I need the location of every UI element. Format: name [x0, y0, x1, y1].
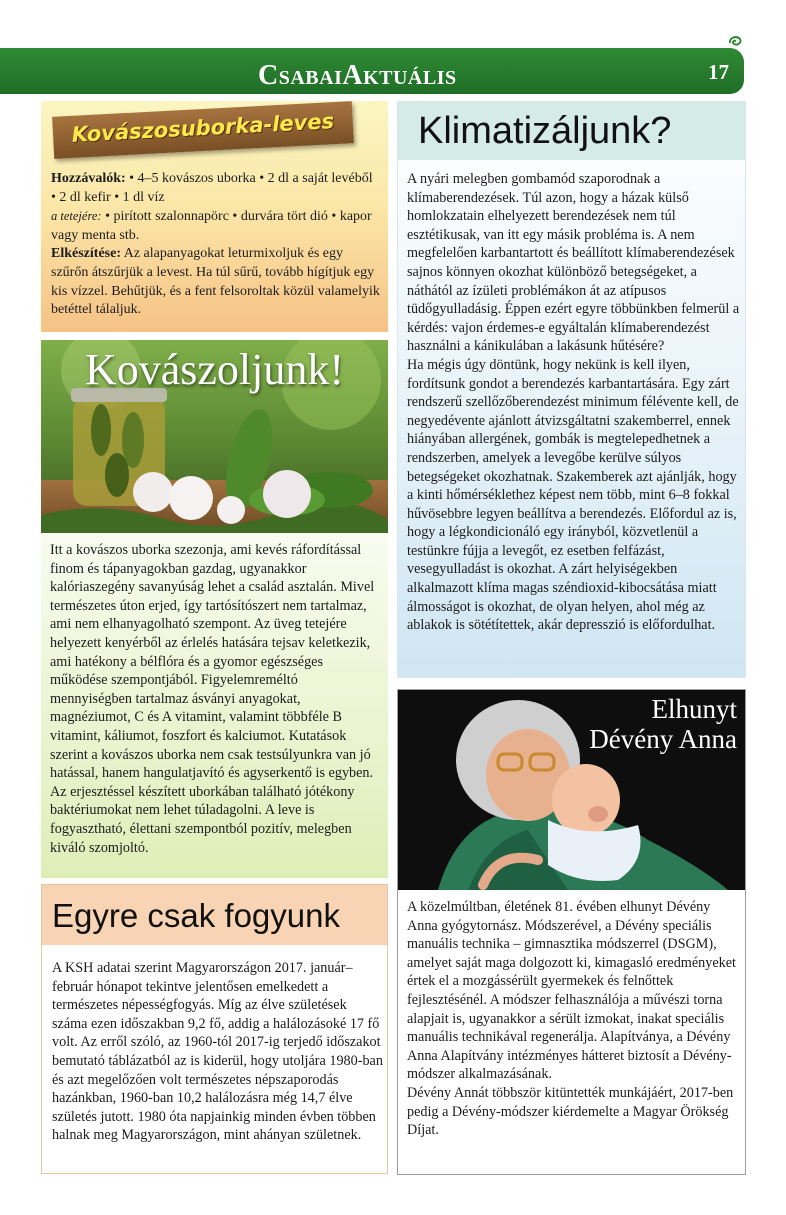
- ingredients-label: Hozzávalók:: [51, 171, 126, 186]
- recipe-title: Kovászosuborka-leves: [71, 109, 335, 147]
- swirl-icon: [727, 34, 743, 48]
- population-body: A KSH adatai szerint Magyarországon 2017. január–február hónapot tekintve jelentősen emelkedett a természetes népességfogyás. Míg az élve születések száma ezen időszakban 9,2 fő, addig a halálozásoké 17 fő volt. Az erről szóló, az 1960-tól 2017-ig terjedő időszakot bemutató táblázatból az is kiderül, hogy utoljára 1980-ban és azt megelőzően volt természetes népszaporodás hazánkban, 1960-ban 10,2 halálozásra még 14,7 élve születés jutott. 1980 óta napjainkig minden évben többen halnak meg Magyarországon, mint ahányan születnek.: [52, 960, 383, 1144]
- caption-line-2: Dévény Anna: [589, 724, 737, 754]
- aircon-paragraph-2: Ha mégis úgy döntünk, hogy nekünk is kell ilyen, fordítsunk gondot a berendezés karbantartására. Egy zárt rendszerű szellőzőberendezést minimum félévente kell, de negyedévente ajánlott átvizsgáltatni szakemberrel, ennek hiányában allergének, gombák is megtelepedhetnek a rendszerben, amelyek a levegőbe kerülve súlyos betegségeket okozhatnak. Szakemberek azt ajánlják, hogy a kinti hőmérséklethez képest nem több, mint 6–8 fokkal hűvösebbre legyen beállítva a berendezés. Előfordul az is, hogy a légkondicionáló egy irányból, közvetlenül a testünkre fújja a levegőt, ez esetben felfázást, vesegyulladást is okozhat. A zárt helyiségekben alkalmazott klíma magas széndioxid-kibocsátása miatt álmosságot is okozhat, de olyan helyen, ahol még az ablakok is sötétítettek, akár depresszió is előfordulhat.: [407, 356, 739, 634]
- caption-line-1: Elhunyt: [651, 694, 737, 724]
- aircon-body: [407, 170, 740, 635]
- kovaszol-title: Kovászoljunk!: [84, 345, 345, 394]
- aircon-paragraph-1: A nyári melegben gombamód szaporodnak a klímaberendezések. Túl azon, hogy a házak külső homlokzatain elhelyezett berendezések nem túl esztétikusak, van itt egy másik probléma is. A nem megfelelően karbantartott és beállított klímaberendezések sajnos könnyen okozhat különböző betegségeket, a náthától az ízületi problémákon át az atípusos tüdőgyulladásig. Éppen ezért egyre többünkben felmerül a kérdés: vajon érdemes-e egyáltalán klímaberendezést használni a kánikulában a lakásunk hűtésére?: [407, 171, 740, 355]
- obituary-paragraph-1: A közelmúltban, életének 81. évében elhunyt Dévény Anna gyógytornász. Módszerével, a Dévény speciális manuális technika – gimnasztika módszerrel (DSGM), amelyet saját maga dolgozott ki, kimagasló eredményeket értek el a mozgássérült gyermekek és felnőttek fejlesztésénél. A módszer felhasználója a művészi torna alapjait is, ugyanakkor a sérült izmokat, inakat speciális manuális technikával regenerálja. Alapítványa, a Dévény Anna Alapítvány intézményes hátteret biztosít a Dévény-módszer alkalmazásának.: [407, 899, 736, 1083]
- obituary-caption: [589, 694, 737, 754]
- topping-label: a tetejére:: [51, 209, 102, 224]
- method-label: Elkészítése:: [51, 246, 121, 262]
- aircon-article: [397, 101, 746, 678]
- obituary-article: [397, 689, 746, 1175]
- population-title: Egyre csak fogyunk: [52, 897, 340, 934]
- obituary-paragraph-2: Dévény Annát többször kitüntették munkájáért, 2017-ben pedig a Dévény-módszer kiérdemelte a Magyar Örökség Díjat.: [407, 1084, 734, 1139]
- kovaszol-body: Itt a kovászos uborka szezonja, ami kevés ráfordítással finom és tápanyagokban gazdag, ugyanakkor kalóriaszegény savanyúság lehet a család asztalán. Mivel természetes úton erjed, így tartósítószert nem tartalmaz, ami nem elhanyagolható szempont. Az üveg tetejére helyezett kenyérből az érlelés hatására tejsav keletkezik, ami hatékony a bélflóra és a gyomor egészséges működése szempontjából. Figyelemreméltó mennyiségben tartalmaz ásványi anyagokat, magnéziumot, C és A vitamint, valamint többféle B vitamint, káliumot, foszfort és kalciumot. Kutatások szerint a kovászos uborka nem csak testsúlyunkra van jó hatással, hanem hangulatjavító és agyserkentő is egyben. Az erjesztéssel készített uborkában található jótékony baktériumokat nem lehet túladagolni. A leve is fogyasztható, élettani szempontból pozitív, melegben kiváló szomjoltó.: [50, 542, 375, 856]
- aircon-title: Klimatizáljunk?: [418, 110, 672, 152]
- magazine-title: CsabaiAktuális: [258, 60, 457, 91]
- recipe-banner: [52, 101, 354, 159]
- topping-text: • pirított szalonnapörc • durvára tört dió • kapor vagy menta stb.: [51, 209, 372, 243]
- recipe-box: [41, 101, 388, 332]
- page-number: 17: [708, 60, 729, 84]
- obituary-body: [407, 898, 740, 1140]
- ingredients-text: • 4–5 kovászos uborka • 2 dl a saját levéből • 2 dl kefir • 1 dl víz: [51, 171, 373, 205]
- method-text: Az alapanyagokat leturmixoljuk és egy szűrőn átszűrjük a levest. Ha túl sűrű, tovább hígítjuk egy kis vízzel. Behűtjük, és a fent felsoroltak közül valamelyik betéttel tálaljuk.: [51, 246, 380, 318]
- recipe-text: [51, 170, 381, 320]
- kovaszol-article: [41, 340, 388, 878]
- population-article: [41, 884, 388, 1174]
